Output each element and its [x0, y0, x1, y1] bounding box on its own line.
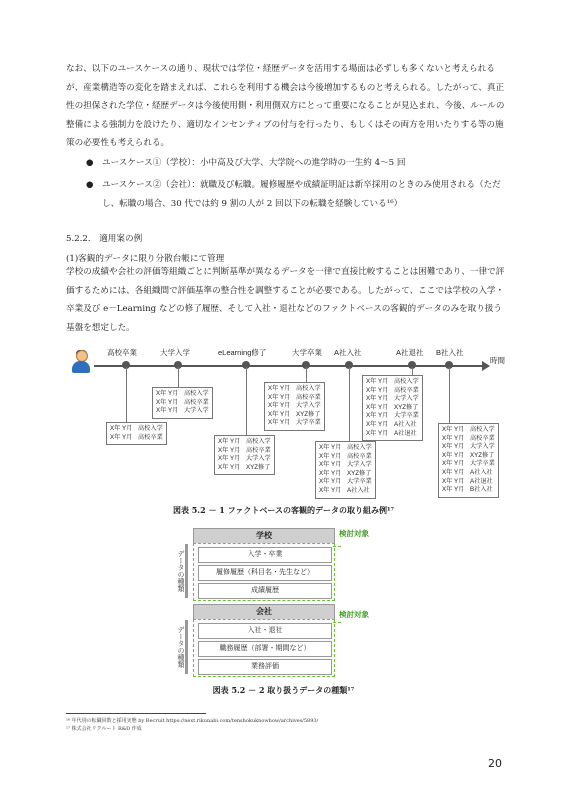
target-label: 検討対象 [339, 529, 369, 538]
bullet-text: ユースケース①（学校）：小中高及び大学、大学院への進学時の一生約 4～5 回 [102, 158, 406, 168]
record-row [319, 461, 372, 470]
record-row [366, 412, 419, 421]
figure2-caption: 図表 5.2 － 2 取り扱うデータの種類¹⁷ [212, 685, 355, 695]
record-row [268, 402, 321, 411]
record-row [110, 425, 163, 434]
person-icon [70, 350, 92, 376]
record-row [218, 438, 271, 447]
record-date: X年 Y月 [366, 403, 389, 411]
record-box [214, 435, 275, 475]
timeline-axis [94, 365, 484, 367]
record-event: 大学卒業 [296, 419, 321, 427]
record-event: 高校卒業 [138, 433, 163, 441]
record-event: 高校卒業 [246, 446, 271, 454]
record-event: A社退社 [394, 429, 417, 437]
record-date: X年 Y月 [366, 429, 389, 437]
record-event: B社入社 [470, 486, 493, 494]
record-date: X年 Y月 [366, 412, 389, 420]
timeline-label: A社入社 [334, 348, 362, 357]
record-event: XYZ修了 [246, 463, 271, 471]
record-row [218, 464, 271, 473]
record-row [268, 419, 321, 428]
school-title: 学校 [193, 528, 335, 544]
record-event: 高校卒業 [296, 393, 321, 401]
record-row [366, 395, 419, 404]
record-event: A社入社 [394, 420, 417, 428]
record-date: X年 Y月 [218, 455, 241, 463]
timeline-label: B社入社 [436, 348, 464, 357]
record-row [156, 390, 209, 399]
record-event: 高校入学 [347, 444, 372, 451]
page-number: 20 [488, 757, 502, 770]
record-date: X年 Y月 [156, 390, 179, 397]
record-date: X年 Y月 [442, 486, 465, 494]
record-event: 高校卒業 [470, 434, 495, 442]
intro-paragraph: なお、以下のユースケースの通り、現状では学位・経歴データを活用する場面は必ずしも多くないと考えられるが、産業構造等の変化を踏まえれば、これらを利用する機会は今後増加するものと考えられる。したがって、真正性の担保された学位・経歴データは今後使用側・利用側双方にとって重要になることが見込まれ、今後、ルールの整備による強制力を設けたり、適切なインセンティブの付与を行ったり、もしくはその両方を用いたりする等の施策の必要性も考えられる。 [66, 64, 505, 149]
record-event: 大学卒業 [470, 460, 495, 468]
record-row [268, 385, 321, 394]
record-event: 大学入学 [184, 407, 209, 415]
record-event: 高校入学 [394, 378, 419, 385]
record-event: 大学入学 [296, 402, 321, 410]
record-date: X年 Y月 [442, 460, 465, 468]
bullet-dot: ● [86, 158, 94, 168]
record-event: A社入社 [347, 486, 370, 494]
record-date: X年 Y月 [442, 477, 465, 485]
record-event: 高校卒業 [184, 398, 209, 406]
school-row: 入学・卒業 [198, 547, 332, 563]
record-row [442, 426, 495, 435]
record-date: X年 Y月 [268, 402, 291, 410]
school-row: 成績履歴 [198, 583, 332, 599]
footnote-divider [66, 713, 206, 714]
timeline-label: eLearning修了 [218, 348, 267, 357]
record-date: X年 Y月 [442, 468, 465, 476]
record-row [218, 455, 271, 464]
record-row [442, 443, 495, 452]
record-row [442, 435, 495, 444]
record-event: 大学入学 [347, 461, 372, 469]
data-type-label: データの種類 [177, 550, 184, 592]
record-row [319, 487, 372, 496]
record-box [152, 387, 213, 419]
record-date: X年 Y月 [156, 398, 179, 406]
record-date: X年 Y月 [319, 469, 342, 477]
record-event: 大学卒業 [347, 478, 372, 486]
record-date: X年 Y月 [366, 420, 389, 428]
record-event: 高校卒業 [347, 452, 372, 460]
record-date: X年 Y月 [319, 452, 342, 460]
record-event: XYZ修了 [394, 403, 419, 411]
record-row [366, 421, 419, 430]
record-row [268, 394, 321, 403]
figure1-caption: 図表 5.2 － 1 ファクトベースの客観的データの取り組み例¹⁷ [172, 505, 395, 515]
record-date: X年 Y月 [319, 444, 342, 451]
record-row [218, 447, 271, 456]
record-row [442, 486, 495, 495]
record-row [319, 453, 372, 462]
record-box [315, 441, 376, 499]
record-row [366, 430, 419, 439]
timeline-label: A社退社 [396, 348, 424, 357]
record-date: X年 Y月 [218, 463, 241, 471]
subsection-heading: (1)客観的データに限り分散台帳にて管理 [66, 254, 225, 264]
record-date: X年 Y月 [110, 425, 133, 432]
company-rows [193, 619, 335, 677]
record-date: X年 Y月 [442, 451, 465, 459]
record-box [264, 382, 325, 431]
record-date: X年 Y月 [442, 434, 465, 442]
school-row: 履修履歴（科目名・先生など） [198, 565, 332, 581]
record-date: X年 Y月 [366, 395, 389, 403]
record-event: XYZ修了 [296, 410, 321, 418]
record-event: 高校卒業 [394, 386, 419, 394]
timeline-label: 大学卒業 [292, 348, 322, 357]
record-date: X年 Y月 [442, 443, 465, 451]
record-date: X年 Y月 [268, 419, 291, 427]
record-row [319, 478, 372, 487]
record-event: 大学入学 [394, 395, 419, 403]
record-event: 高校入学 [296, 385, 321, 392]
record-row [442, 460, 495, 469]
timeline-label: 時間 [490, 356, 505, 365]
record-row [156, 407, 209, 416]
record-date: X年 Y月 [366, 378, 389, 385]
record-box [106, 422, 167, 445]
record-box [438, 423, 499, 498]
section-heading: 5.2.2. 適用案の例 [66, 234, 143, 244]
bullet-text: ユースケース②（会社）：就職及び転職。履修履歴や成績証明証は新卒採用のときのみ使用される（ただし、転職の場合、30 代では約 9 割の人が 2 回以下の転職を経験している¹⁶） [102, 180, 501, 209]
record-row [442, 469, 495, 478]
record-date: X年 Y月 [442, 426, 465, 433]
school-rows [193, 543, 335, 601]
bullet-dot: ● [86, 180, 94, 190]
record-event: 高校入学 [246, 438, 271, 445]
record-date: X年 Y月 [319, 486, 342, 494]
record-row [319, 444, 372, 453]
record-date: X年 Y月 [268, 393, 291, 401]
record-event: 高校入学 [470, 426, 495, 433]
target-label: 検討対象 [339, 610, 369, 619]
company-row: 職務履歴（部署・期間など） [198, 641, 332, 657]
company-title: 会社 [193, 604, 335, 620]
record-date: X年 Y月 [319, 478, 342, 486]
data-type-label: データの種類 [177, 626, 184, 668]
footnote-17: ¹⁷ 株式会社リクルート R&D 作成 [66, 726, 142, 732]
record-date: X年 Y月 [268, 385, 291, 392]
company-row: 入社・退社 [198, 623, 332, 639]
record-row [366, 378, 419, 387]
record-date: X年 Y月 [218, 438, 241, 445]
timeline-label: 大学入学 [160, 348, 190, 357]
timeline-figure [66, 342, 510, 500]
record-row [366, 387, 419, 396]
record-event: 大学卒業 [394, 412, 419, 420]
record-row [110, 434, 163, 443]
record-event: A社入社 [470, 468, 493, 476]
record-date: X年 Y月 [218, 446, 241, 454]
record-event: 高校入学 [184, 390, 209, 397]
record-event: A社退社 [470, 477, 493, 485]
record-date: X年 Y月 [268, 410, 291, 418]
record-event: 大学入学 [246, 455, 271, 463]
record-event: 大学入学 [470, 443, 495, 451]
footnote-16: ¹⁶ 年代別の転職回数と採用実態 by Recruit https://next.rikunabi.com/tenshokuknowhow/archives/5893/ [66, 718, 319, 724]
record-date: X年 Y月 [156, 407, 179, 415]
record-row [442, 478, 495, 487]
timeline-label: 高校卒業 [107, 348, 137, 357]
record-event: XYZ修了 [347, 469, 372, 477]
company-row: 業務評価 [198, 659, 332, 675]
record-event: XYZ修了 [470, 451, 495, 459]
record-date: X年 Y月 [319, 461, 342, 469]
record-box [362, 375, 423, 441]
method-paragraph: 学校の成績や会社の評価等組織ごとに判断基準が異なるデータを一律で直接比較することは困難であり、一律で評価するためには、各組織間で評価基準の整合性を調整することが必要である。したがって、ここでは学校の入学・卒業及び e－Learning などの修了履歴、そして入社・退社などのファクトベースの客観的データのみを取り扱う基盤を想定した。 [66, 267, 505, 333]
arrow-right-icon [482, 361, 490, 371]
record-event: 高校入学 [138, 425, 163, 432]
record-date: X年 Y月 [110, 433, 133, 441]
record-row [156, 399, 209, 408]
record-date: X年 Y月 [366, 386, 389, 394]
